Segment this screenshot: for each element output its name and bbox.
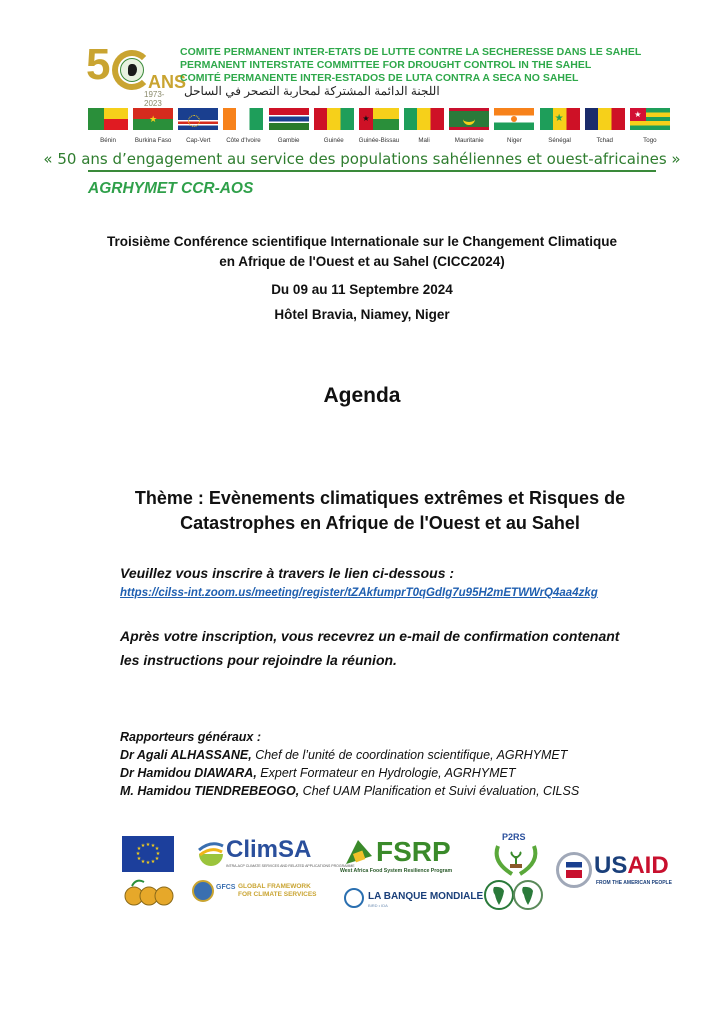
rapporteur-role: Expert Formateur en Hydrologie, AGRHYMET bbox=[256, 766, 516, 780]
rapporteur-name: Dr Agali ALHASSANE, bbox=[120, 748, 252, 762]
org-name-pt: COMITÉ PERMANENTE INTER-ESTADOS DE LUTA CONTRA A SECA NO SAHEL bbox=[180, 72, 579, 84]
p2rs-laurel-icon bbox=[488, 842, 544, 878]
flag-label: Bénin bbox=[100, 137, 116, 144]
rapporteur-name: M. Hamidou TIENDREBEOGO, bbox=[120, 784, 300, 798]
svg-text:★: ★ bbox=[136, 846, 142, 852]
flag-label: Mauritanie bbox=[454, 137, 484, 144]
fsrp-leaf-icon bbox=[344, 836, 374, 866]
gfcs-logo bbox=[192, 878, 322, 908]
flag-label: Côte d'Ivoire bbox=[226, 137, 261, 144]
cedeao-icon bbox=[122, 876, 176, 910]
svg-text:★: ★ bbox=[136, 856, 142, 862]
world-bank-logo bbox=[344, 886, 484, 912]
eu-stars-icon bbox=[122, 836, 174, 872]
flag-label: Guinée-Bissau bbox=[358, 137, 400, 144]
theme-line2: Catastrophes en Afrique de l'Ouest et au Sahel bbox=[180, 513, 580, 533]
climsa-name: ClimSA bbox=[226, 836, 312, 863]
rapporteur-role: Chef de l’unité de coordination scientifique, AGRHYMET bbox=[251, 748, 568, 762]
gfcs-name: GLOBAL FRAMEWORK FOR CLIMATE SERVICES bbox=[238, 883, 317, 898]
togo-flag-icon: ★ bbox=[630, 108, 670, 130]
theme-line1: Thème : Evènements climatiques extrêmes et Risques de bbox=[134, 488, 626, 508]
gfcs-tag: GFCS bbox=[216, 884, 236, 891]
p2rs-name: P2RS bbox=[502, 832, 526, 842]
flag-label: Cap-Vert bbox=[186, 137, 211, 144]
usaid-name: USAID bbox=[594, 852, 669, 879]
page-title: Agenda bbox=[323, 384, 401, 407]
p2rs-logo bbox=[488, 832, 544, 878]
fsrp-name: FSRP bbox=[376, 836, 451, 867]
afdb-africa-icon bbox=[484, 878, 544, 912]
svg-text:★: ★ bbox=[154, 856, 160, 862]
burkina-faso-flag-icon: ★ bbox=[133, 108, 173, 130]
logo-number: 5 bbox=[86, 40, 109, 89]
world-bank-globe-icon bbox=[344, 888, 364, 908]
fsrp-subtitle: West Africa Food System Resilience Program bbox=[340, 868, 453, 874]
flag-label: Tchad bbox=[596, 137, 613, 144]
svg-text:★: ★ bbox=[150, 859, 156, 865]
flag-label: Burkina Faso bbox=[134, 137, 172, 144]
svg-text:★: ★ bbox=[150, 843, 156, 849]
svg-text:★: ★ bbox=[155, 851, 161, 857]
svg-text:★: ★ bbox=[145, 842, 151, 848]
svg-text:★: ★ bbox=[154, 846, 160, 852]
senegal-flag-icon: ★ bbox=[540, 108, 580, 130]
svg-text:★: ★ bbox=[140, 843, 146, 849]
afdb-logos bbox=[484, 878, 544, 912]
svg-text:★: ★ bbox=[140, 859, 146, 865]
conference-title-line2: en Afrique de l'Ouest et au Sahel (CICC2024) bbox=[219, 254, 505, 269]
motto: « 50 ans d’engagement au service des populations sahéliennes et ouest-africaines » bbox=[43, 150, 681, 168]
logo-ans: ANS bbox=[148, 72, 187, 92]
rapporteur-role: Chef UAM Planification et Suivi évaluation, CILSS bbox=[299, 784, 580, 798]
org-name-en: PERMANENT INTERSTATE COMMITTEE FOR DROUGHT CONTROL IN THE SAHEL bbox=[180, 59, 592, 71]
org-name-ar: اللجنة الدائمة المشتركة لمحاربة التصحر في الساحل bbox=[184, 84, 440, 98]
unit-name: AGRHYMET CCR-AOS bbox=[88, 180, 254, 197]
registration-note-line1: Après votre inscription, vous recevrez un e-mail de confirmation contenant bbox=[120, 628, 620, 644]
world-bank-subtitle: BIRD • IDA bbox=[368, 903, 388, 908]
conference-title-line1: Troisième Conférence scientifique Internationale sur le Changement Climatique bbox=[106, 234, 618, 249]
conference-dates: Du 09 au 11 Septembre 2024 bbox=[271, 282, 453, 297]
cedeao-logo bbox=[122, 876, 176, 910]
rapporteurs-heading: Rapporteurs généraux : bbox=[120, 730, 262, 744]
guinee-bissau-flag-icon: ★ bbox=[359, 108, 399, 130]
registration-prompt: Veuillez vous inscrire à travers le lien ci-dessous : bbox=[120, 565, 455, 581]
org-name-fr: COMITE PERMANENT INTER-ETATS DE LUTTE CONTRE LA SECHERESSE DANS LE SAHEL bbox=[180, 46, 642, 58]
flag-label: Sénégal bbox=[548, 137, 571, 144]
flag-label: Togo bbox=[643, 137, 657, 144]
registration-note-line2: les instructions pour rejoindre la réunion. bbox=[120, 652, 397, 668]
usaid-subtitle: FROM THE AMERICAN PEOPLE bbox=[596, 880, 672, 886]
climsa-logo bbox=[196, 834, 355, 874]
flag-label: Gambie bbox=[277, 137, 300, 144]
usaid-logo bbox=[556, 850, 674, 894]
world-bank-name: LA BANQUE MONDIALE bbox=[368, 891, 484, 902]
svg-text:★: ★ bbox=[135, 851, 141, 857]
rapporteur-name: Dr Hamidou DIAWARA, bbox=[120, 766, 257, 780]
eu-flag-logo bbox=[122, 836, 174, 872]
fsrp-logo bbox=[340, 834, 470, 878]
flag-label: Niger bbox=[507, 137, 522, 144]
usaid-seal-icon bbox=[556, 852, 592, 888]
gfcs-globe-icon bbox=[192, 880, 214, 902]
flag-label: Mali bbox=[418, 137, 430, 144]
climsa-globe-icon bbox=[196, 836, 226, 866]
registration-link[interactable]: https://cilss-int.zoom.us/meeting/register/tZAkfumprT0qGdIg7u95H2mETWWrQ4aa4zkg bbox=[120, 587, 598, 599]
svg-text:★: ★ bbox=[145, 860, 151, 866]
logo-years: 1973-2023 bbox=[144, 90, 165, 108]
flag-label: Guinée bbox=[323, 137, 344, 144]
climsa-subtitle: INTRA-ACP CLIMATE SERVICES AND RELATED APPLICATIONS PROGRAMME bbox=[226, 864, 355, 868]
conference-venue: Hôtel Bravia, Niamey, Niger bbox=[274, 307, 450, 322]
